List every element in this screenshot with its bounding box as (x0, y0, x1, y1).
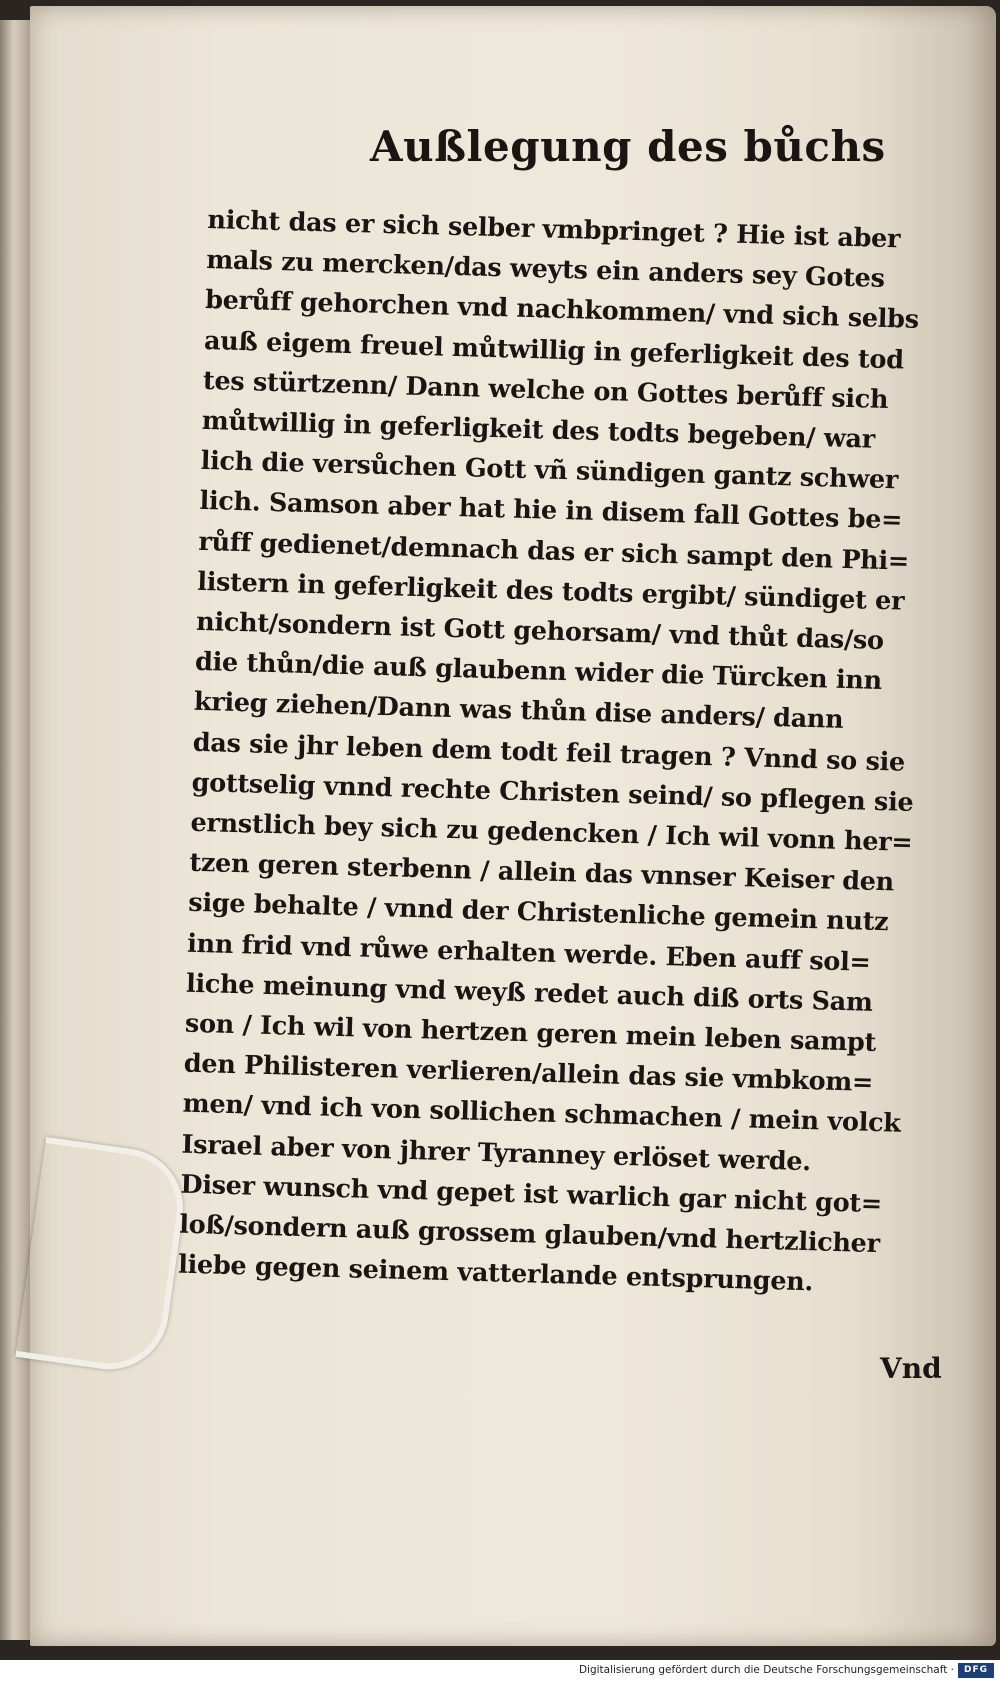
text-line: Diser wunsch vnd gepet ist warlich gar nicht got= (180, 1169, 883, 1220)
digitization-credit: Digitalisierung gefördert durch die Deutsche Forschungsgemeinschaft · (578, 1664, 954, 1676)
text-line: listern in geferligkeit des todts ergibt/ sündiget er (196, 566, 905, 617)
text-line: das sie jhr leben dem todt feil tragen ? Vnnd so sie (192, 727, 906, 778)
text-line: son / Ich wil von hertzen geren mein leben sampt (184, 1008, 877, 1059)
text-line: auß eigem freuel můtwillig in geferligkeit des tod (203, 325, 905, 376)
text-line: krieg ziehen/Dann was thůn dise anders/ dann (193, 687, 844, 736)
text-line: můtwillig in geferligkeit des todts begeben/ war (201, 405, 876, 455)
text-line: nicht das er sich selber vmbpringet ? Hie ist aber (207, 204, 901, 255)
running-head: Außlegung des bůchs (370, 122, 886, 171)
text-line: mals zu mercken/das weyts ein anders sey Gotes (205, 245, 886, 295)
text-line: die thůn/die auß glaubenn wider die Türcken inn (194, 647, 883, 697)
text-line: tzen geren sterbenn / allein das vnnser Keiser den (189, 847, 895, 898)
text-line: gottselig vnnd rechte Christen seind/ so pflegen sie (191, 767, 914, 818)
text-line: tes stürtzenn/ Dann welche on Gottes berůff sich (202, 365, 889, 415)
text-block (178, 200, 968, 1306)
text-line: liche meinung vnd weyß redet auch diß orts Sam (185, 968, 874, 1018)
text-line: růff gedienet/demnach das er sich sampt den Phi= (198, 526, 910, 577)
catchword: Vnd (880, 1352, 942, 1385)
text-line: den Philisteren verlieren/allein das sie vmbkom= (183, 1048, 874, 1099)
text-line: lich. Samson aber hat hie in disem fall Gottes be= (199, 486, 903, 536)
text-line: Israel aber von jhrer Tyranney erlöset werde. (181, 1129, 812, 1177)
dfg-logo: DFG (958, 1663, 994, 1678)
text-line: sige behalte / vnnd der Christenliche gemein nutz (187, 888, 889, 938)
paper-clip (15, 1137, 190, 1377)
text-line: liebe gegen seinem vatterlande entsprungen. (177, 1249, 814, 1298)
text-line: berůff gehorchen vnd nachkommen/ vnd sich selbs (204, 285, 920, 336)
text-line: inn frid vnd růwe erhalten werde. Eben auff sol= (186, 928, 871, 978)
book-fore-edge (0, 20, 34, 1640)
text-line: loß/sondern auß grossem glauben/vnd hertzlicher (178, 1209, 881, 1260)
text-line: nicht/sondern ist Gott gehorsam/ vnd thůt das/so (195, 606, 885, 657)
text-line: lich die versůchen Gott vñ sündigen gantz schwer (200, 446, 899, 496)
text-line: ernstlich bey sich zu gedencken / Ich wil vonn her= (190, 807, 913, 858)
text-line: men/ vnd ich von sollichen schmachen / mein volck (182, 1089, 902, 1140)
